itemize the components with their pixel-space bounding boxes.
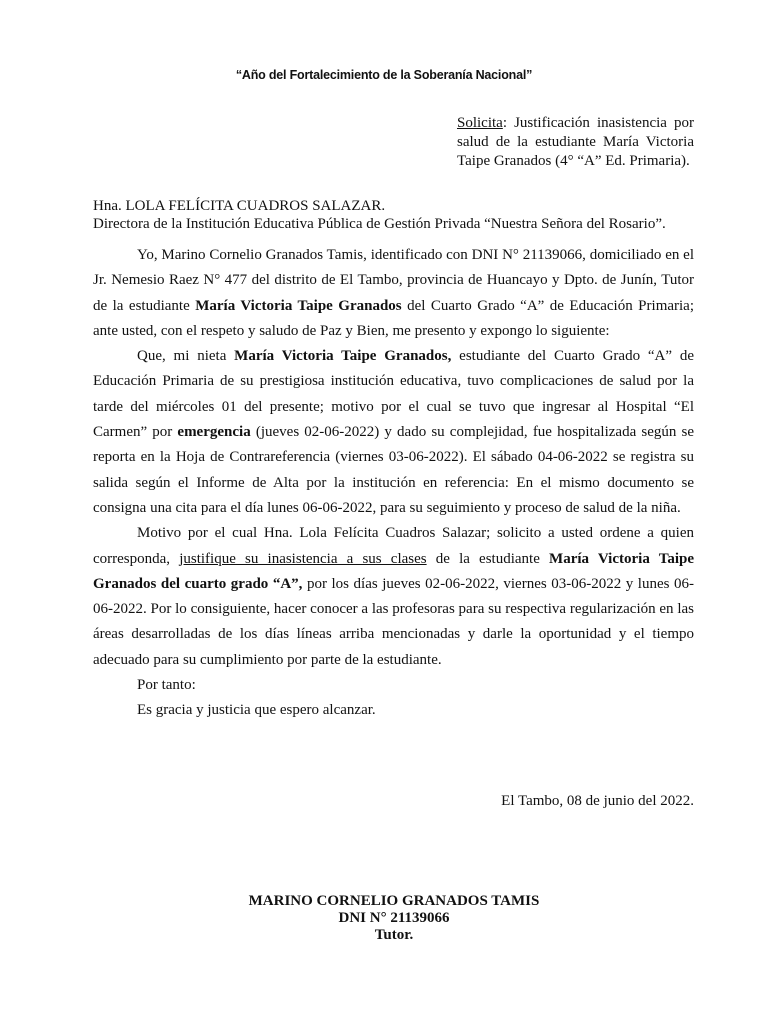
solicita-text: : Justificación inasistencia por salud de la estudiante María Victoria Taipe Granados (4° “A” Ed. Primaria). bbox=[457, 115, 694, 169]
paragraph-request bbox=[93, 521, 694, 673]
paragraph-text: estudiante del Cuarto Grado “A” de Educación Primaria de su prestigiosa institución educativa, tuvo complicaciones de salud por la tarde del miércoles 01 del presente; motivo por el cual se tuvo que ingresar al Hospital “El Carmen” por bbox=[93, 348, 694, 441]
paragraph-text: Yo, Marino Cornelio Granados Tamis, identificado con DNI N° 21139066, domiciliado en el Jr. Nemesio Raez N° 477 del distrito de El Tambo, provincia de Huancayo y Dpto. de Junín, Tutor de la estudiante bbox=[93, 247, 694, 314]
closing-por-tanto: Por tanto: bbox=[137, 677, 196, 694]
addressee-name: Hna. LOLA FELÍCITA CUADROS SALAZAR. bbox=[93, 198, 386, 214]
year-title: “Año del Fortalecimiento de la Soberanía Nacional” bbox=[235, 68, 533, 82]
date-line: El Tambo, 08 de junio del 2022. bbox=[501, 793, 694, 809]
paragraph-introduction bbox=[93, 243, 694, 344]
signature-block bbox=[0, 893, 768, 944]
paragraph-text: del Cuarto Grado “A” de Educación Primaria; ante usted, con el respeto y saludo de Paz y Bien, me presento y expongo lo siguiente: bbox=[93, 297, 695, 339]
paragraph-text: Que, mi nieta bbox=[137, 348, 235, 365]
paragraph-text: de la estudiante bbox=[426, 550, 550, 567]
signature-name: MARINO CORNELIO GRANADOS TAMIS bbox=[248, 893, 540, 909]
emergency-bold: emergencia bbox=[177, 424, 251, 441]
paragraph-text: Motivo por el cual Hna. Lola Felícita Cuadros Salazar; solicito a usted ordene a quien corresponda, bbox=[93, 525, 694, 567]
paragraph-text: por los días jueves 02-06-2022, viernes 03-06-2022 y lunes 06-06-2022. Por lo consiguiente, hacer conocer a las profesoras para su respectiva regularización en las áreas desarrolladas de los días líneas arriba mencionadas y darle la oportunidad y el tiempo adecuado para su cumplimiento por parte de la estudiante. bbox=[93, 575, 695, 668]
paragraph-facts bbox=[93, 344, 694, 521]
solicita-label: Solicita bbox=[457, 115, 503, 131]
request-underlined: justifique su inasistencia a sus clases bbox=[179, 550, 427, 567]
addressee-block bbox=[93, 197, 713, 233]
student-name-bold: María Victoria Taipe Granados bbox=[195, 297, 402, 314]
addressee-role: Directora de la Institución Educativa Pública de Gestión Privada “Nuestra Señora del Rosario”. bbox=[93, 216, 666, 232]
paragraph-text: (jueves 02-06-2022) y dado su complejidad, fue hospitalizada según se reporta en la Hoja de Contrareferencia (viernes 03-06-2022). El sábado 04-06-2022 se registra su salida según el Informe de Alta por la institución en referencia: En el mismo documento se consigna una cita para el día lunes 06-06-2022, para su seguimiento y proceso de salud de la niña. bbox=[93, 424, 694, 516]
closing-gracia: Es gracia y justicia que espero alcanzar. bbox=[137, 702, 376, 719]
student-name-bold: María Victoria Taipe Granados del cuarto grado “A”, bbox=[93, 550, 694, 592]
signature-dni: DNI N° 21139066 bbox=[338, 910, 450, 926]
signature-role: Tutor. bbox=[374, 927, 414, 943]
solicita-block bbox=[457, 114, 694, 171]
student-name-bold: María Victoria Taipe Granados, bbox=[234, 348, 452, 365]
letter-body bbox=[93, 243, 694, 724]
